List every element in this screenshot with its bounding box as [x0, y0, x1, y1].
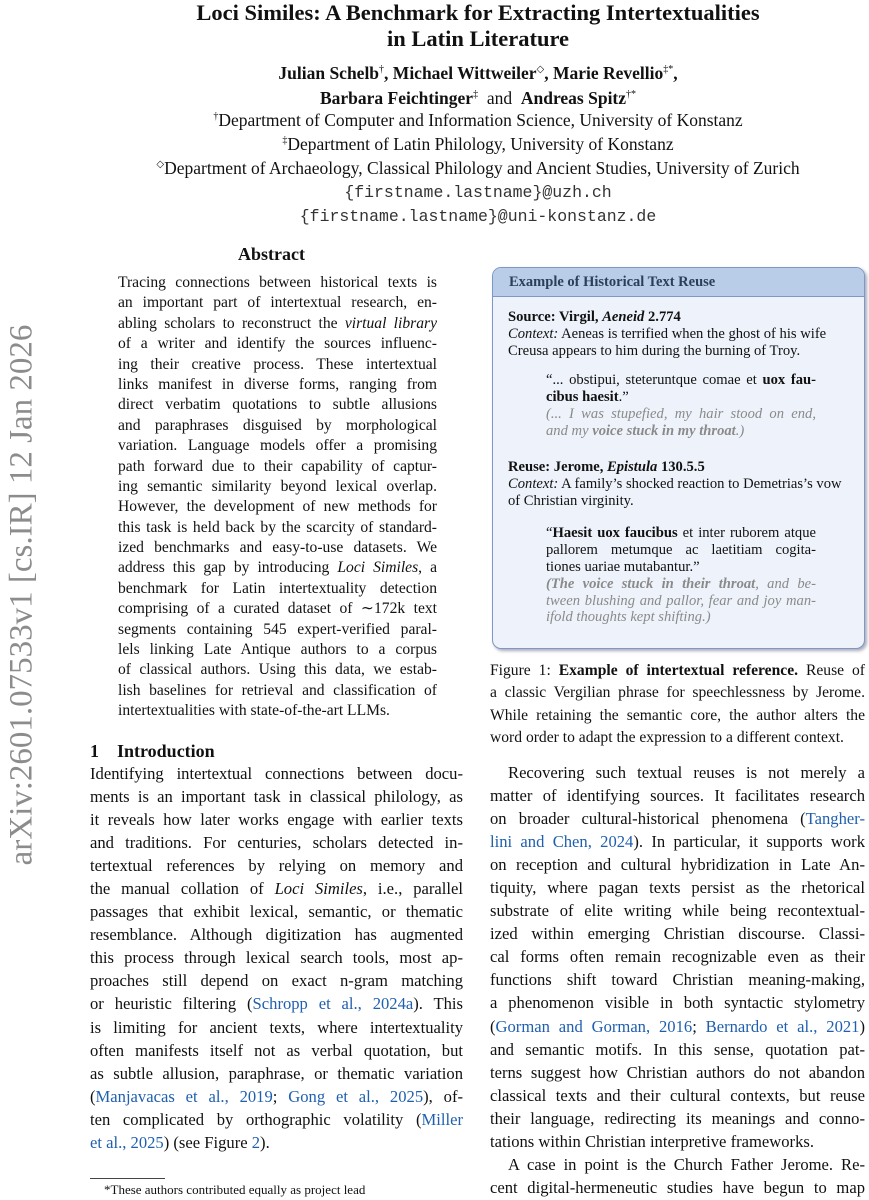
- author: Barbara Feichtinger: [319, 88, 474, 108]
- text-segment: resemblance. Although digitization has augmented: [90, 925, 463, 945]
- text-segment: ing their creative process. These intertextual: [118, 355, 437, 373]
- text-segment: and semantic motifs. In this sense, quotation pat-: [490, 1039, 865, 1059]
- citation-link[interactable]: Gong et al., 2025: [288, 1086, 424, 1106]
- text-segment: lish baselines for retrieval and classification of: [118, 681, 437, 699]
- authors-line-1: Julian Schelb†, Michael Wittweiler◇, Marie Revellio‡*,: [278, 63, 678, 83]
- text-line: [118, 477, 437, 497]
- reuse-label: Reuse: Jerome,: [508, 459, 608, 475]
- reuse-work: Epistula: [607, 459, 658, 475]
- text-segment: cibus haesit: [546, 388, 619, 405]
- text-line: [118, 355, 437, 375]
- text-segment: Loci Similes: [337, 559, 419, 577]
- text-line: [490, 761, 865, 784]
- text-line: [90, 854, 463, 877]
- text-line: [118, 640, 437, 660]
- text-line: [90, 808, 463, 831]
- text-segment: ten complicated by orthographic volatility (: [90, 1109, 422, 1129]
- text-segment: their language, redirecting its meanings and conno-: [490, 1108, 865, 1128]
- text-segment: on reception and cultural hybridization in Late An-: [490, 855, 865, 875]
- text-line: [490, 727, 865, 749]
- text-segment: ). In particular, it supports work: [633, 832, 865, 852]
- reuse-quote: [546, 525, 816, 626]
- source-label: Source: Virgil,: [508, 309, 603, 325]
- text-line: [490, 853, 865, 876]
- source-work: Aeneid: [602, 309, 645, 325]
- author: Andreas Spitz: [520, 88, 627, 108]
- arxiv-identifier[interactable]: arXiv:2601.07533v1 [cs.IR] 12 Jan 2026: [3, 324, 40, 866]
- affiliation-text: Department of Archaeology, Classical Philology and Ancient Studies, University of Zurich: [164, 158, 800, 178]
- text-line: [490, 1130, 865, 1153]
- text-segment: a phenomenon visible in both syntactic stylometry: [490, 993, 865, 1013]
- text-segment: this task is held back by the scarcity of standard-: [118, 518, 437, 536]
- text-line: [118, 681, 437, 701]
- text-segment: or heuristic filtering (: [90, 994, 253, 1014]
- text-line: [490, 1038, 865, 1061]
- author-mark: ‡: [473, 89, 479, 101]
- citation-link[interactable]: Schropp et al., 2024a: [252, 994, 414, 1014]
- affiliation-mark: ◇: [156, 159, 165, 171]
- text-line: [490, 968, 865, 991]
- author-mark: ‡*: [663, 64, 674, 76]
- and-text: and: [486, 88, 513, 108]
- affiliation-mark: †: [213, 111, 219, 123]
- text-segment: Identifying intertextual connections between docu-: [90, 764, 463, 783]
- source-heading: [508, 309, 681, 326]
- figure-box-header: Example of Historical Text Reuse: [493, 268, 864, 297]
- source-quote: [546, 372, 816, 440]
- text-segment: it reveals how later works engage with earlier texts: [90, 810, 463, 830]
- text-segment: word order to adapt the expression to a different context.: [490, 728, 844, 746]
- text-segment: and paraphrases disguised by morphological: [118, 416, 437, 434]
- reuse-context: [508, 476, 842, 511]
- text-line: [90, 785, 463, 808]
- text-segment: cal forms often remain recognizable even as their: [490, 947, 865, 967]
- text-segment: Haesit uox faucibus: [552, 525, 678, 541]
- text-segment: links manifest in diverse forms, ranging from: [118, 375, 437, 393]
- text-segment: While retaining the semantic core, the author alters the: [490, 706, 865, 724]
- text-segment: ) (see Figure: [163, 1132, 252, 1152]
- text-line: [490, 1061, 865, 1084]
- context-label: Context:: [508, 476, 559, 492]
- text-segment: “: [546, 525, 553, 541]
- text-segment: classical texts and their cultural contexts, but reuse: [490, 1085, 865, 1105]
- text-line: [546, 372, 816, 389]
- text-segment: (... I was stupefied, my hair stood on end,: [546, 405, 816, 422]
- footnote: *These authors contributed equally as project lead: [104, 1182, 366, 1197]
- text-line: [490, 1176, 865, 1199]
- introduction-body: [90, 762, 463, 1154]
- text-segment: Example of intertextual reference.: [558, 662, 799, 679]
- citation-link[interactable]: et al., 2025: [90, 1132, 164, 1152]
- text-line: [546, 423, 816, 440]
- text-line: [118, 518, 437, 538]
- author-mark: †: [379, 64, 385, 76]
- text-segment: functions shift toward Christian meaning-making,: [490, 970, 865, 990]
- text-line: [90, 946, 463, 969]
- text-line: [118, 416, 437, 436]
- text-segment: as subtle allusion, paraphrase, or thematic variation: [90, 1063, 463, 1083]
- text-segment: tertextual references by relying on memory and: [90, 856, 463, 876]
- text-segment: Figure 1:: [490, 662, 559, 679]
- text-line: [490, 1107, 865, 1130]
- text-line: [90, 1085, 463, 1108]
- text-line: [90, 900, 463, 923]
- text-segment: ing semantic similarity beyond lexical overlap.: [118, 477, 437, 495]
- paper-title-line-1: Loci Similes: A Benchmark for Extracting Intertextualities: [196, 0, 760, 25]
- text-segment: benchmark for Latin intertextuality detection: [118, 579, 437, 597]
- text-segment: on broader cultural-historical phenomena (: [490, 809, 806, 829]
- context-text: Creusa appears to him during the burning of Troy.: [508, 343, 801, 360]
- text-segment: substrate of elite writing while being recontextual-: [490, 901, 865, 921]
- text-line: [118, 579, 437, 599]
- context-text: Aeneas is terrified when the ghost of his wife: [558, 326, 827, 342]
- text-line: [90, 877, 463, 900]
- text-line: [490, 784, 865, 807]
- text-line: [546, 389, 816, 406]
- right-column-body: [490, 761, 865, 1199]
- text-line: [490, 1153, 865, 1176]
- text-segment: tiquity, where pagan texts persist as the rhetorical: [490, 878, 865, 898]
- text-segment: tations within Christian interpretive frameworks.: [490, 1131, 814, 1151]
- text-segment: pallorem metumque ac laetitiam cogita-: [546, 541, 816, 558]
- footnote-rule: [90, 1178, 165, 1179]
- text-segment: Recovering such textual reuses is not merely a: [508, 763, 865, 782]
- text-segment: this process through lexical search tools, most ap-: [90, 948, 463, 968]
- paper-title-line-2: in Latin Literature: [386, 26, 570, 51]
- text-segment: of classical authors. Using this data, we estab-: [118, 661, 437, 679]
- text-line: [546, 542, 816, 559]
- text-segment: and my: [546, 422, 593, 439]
- text-line: [118, 334, 437, 354]
- text-line: [118, 395, 437, 415]
- citation-link[interactable]: Tangher-: [805, 809, 865, 829]
- text-line: [490, 945, 865, 968]
- text-line: [118, 599, 437, 619]
- text-segment: Loci Similes: [274, 879, 363, 899]
- figure-1-box: [492, 267, 865, 649]
- text-line: [90, 831, 463, 854]
- text-line: [90, 1131, 463, 1154]
- text-segment: ). This: [413, 994, 463, 1014]
- text-segment: However, the development of new methods for: [118, 498, 437, 516]
- text-line: [490, 991, 865, 1014]
- text-line: [118, 457, 437, 477]
- text-segment: (The voice stuck in their throat: [546, 575, 756, 592]
- text-segment: a classic Vergilian phrase for speechlessness by Jerome.: [490, 684, 865, 702]
- text-segment: comprising of a curated dataset of ∼172k text: [118, 600, 437, 618]
- text-segment: ifold thoughts kept shifting.): [546, 609, 711, 626]
- reuse-ref: 130.5.5: [657, 459, 705, 475]
- author: Marie Revellio: [552, 63, 664, 83]
- citation-link[interactable]: Miller: [421, 1109, 463, 1129]
- text-line: [546, 576, 816, 593]
- text-segment: (: [490, 1016, 496, 1036]
- text-segment: ;: [272, 1086, 289, 1106]
- text-line: [490, 705, 865, 727]
- author: Julian Schelb: [278, 63, 380, 83]
- text-segment: terns suggest how Christian authors do not abandon: [490, 1062, 865, 1082]
- source-ref: 2.774: [644, 309, 681, 325]
- text-segment: ments is an important task in classical philology, as: [90, 787, 463, 807]
- abstract-heading: Abstract: [238, 244, 305, 264]
- text-segment: direct verbatim quotations to subtle allusions: [118, 396, 437, 414]
- text-segment: is limiting for ancient texts, where intertextuality: [90, 1017, 463, 1037]
- text-line: [490, 807, 865, 830]
- abstract-body: [118, 273, 437, 722]
- citation-link[interactable]: lini and Chen, 2024: [490, 832, 634, 852]
- text-line: [490, 922, 865, 945]
- text-line: [90, 923, 463, 946]
- text-line: [118, 314, 437, 334]
- text-line: [90, 1016, 463, 1039]
- context-label: Context:: [508, 326, 559, 342]
- text-line: [118, 620, 437, 640]
- text-segment: tiones uariae mutabantur.”: [546, 558, 700, 575]
- text-line: [546, 525, 816, 542]
- text-line: [118, 497, 437, 517]
- text-segment: matter of identifying sources. It facilitates research: [490, 786, 865, 806]
- text-segment: passages that exhibit lexical, semantic, or thematic: [90, 902, 463, 922]
- context-text: A family’s shocked reaction to Demetrias’s vow: [558, 476, 842, 492]
- text-line: [118, 293, 437, 313]
- affiliation: [0, 110, 869, 131]
- text-segment: (: [90, 1086, 96, 1106]
- introduction-heading: 1 Introduction: [90, 741, 215, 761]
- email[interactable]: {firstname.lastname}@uni-konstanz.de: [299, 207, 657, 226]
- text-line: [90, 762, 463, 785]
- text-segment: ).: [260, 1132, 270, 1152]
- text-segment: intertextualities with state-of-the-art LLMs.: [118, 702, 390, 720]
- text-line: [490, 1015, 865, 1038]
- text-segment: ): [859, 1016, 865, 1036]
- author-mark: †*: [626, 89, 637, 101]
- text-line: [546, 559, 816, 576]
- text-segment: cent digital-hermeneutic studies have begun to map: [490, 1177, 865, 1197]
- text-segment: proaches still depend on exact n-gram matching: [90, 971, 463, 991]
- text-line: [118, 436, 437, 456]
- text-segment: path forward due to their capability of captur-: [118, 457, 437, 475]
- text-line: [118, 558, 437, 578]
- citation-link[interactable]: Bernardo et al., 2021: [705, 1016, 860, 1036]
- text-segment: ized within emerging Christian discourse. Classi-: [490, 924, 865, 944]
- text-line: [90, 1108, 463, 1131]
- text-line: [118, 538, 437, 558]
- text-line: [490, 1084, 865, 1107]
- text-line: [90, 992, 463, 1015]
- text-line: [118, 273, 437, 293]
- affiliation-mark: ‡: [282, 135, 288, 147]
- reuse-heading: [508, 459, 705, 476]
- text-segment: voice stuck in my throat: [592, 422, 736, 439]
- affiliation: [0, 158, 869, 179]
- text-segment: segments containing 545 expert-verified paral-: [118, 620, 437, 638]
- citation-link[interactable]: Gorman and Gorman, 2016: [495, 1016, 693, 1036]
- text-line: [490, 660, 865, 682]
- text-segment: lels linking Late Antique authors to a corpus: [118, 641, 437, 659]
- text-segment: et inter ruborem atque: [677, 525, 816, 541]
- text-segment: of a writer and identify the sources influenc-: [118, 335, 437, 353]
- text-segment: , i.e., parallel: [362, 879, 463, 899]
- text-segment: often manifests itself not as verbal quotation, but: [90, 1040, 463, 1060]
- text-segment: variation. Language models offer a promising: [118, 437, 437, 455]
- text-line: [90, 1062, 463, 1085]
- authors-line-2: [0, 88, 869, 109]
- text-segment: A case in point is the Church Father Jerome. Re-: [508, 1154, 865, 1174]
- text-line: [490, 830, 865, 853]
- text-line: [490, 899, 865, 922]
- citation-link[interactable]: 2: [251, 1132, 261, 1152]
- affiliation: [0, 134, 869, 155]
- affiliation-text: Department of Computer and Information Science, University of Konstanz: [218, 110, 743, 130]
- source-context: [508, 326, 826, 361]
- text-line: [118, 660, 437, 680]
- text-segment: uox fau-: [762, 372, 816, 388]
- citation-link[interactable]: Manjavacas et al., 2019: [95, 1086, 273, 1106]
- text-segment: , and be-: [755, 575, 816, 592]
- text-segment: Tracing connections between historical texts is: [118, 274, 437, 291]
- text-line: [546, 609, 816, 626]
- text-segment: abling scholars to reconstruct the: [118, 314, 345, 332]
- text-segment: an important part of intertextual research, en-: [118, 294, 437, 312]
- text-segment: “... obstipui, steteruntque comae et: [546, 372, 763, 388]
- text-segment: ized benchmarks and easy-to-use datasets. We: [118, 539, 437, 557]
- text-line: [546, 593, 816, 610]
- text-line: [90, 969, 463, 992]
- text-segment: virtual library: [344, 314, 438, 332]
- text-line: [490, 876, 865, 899]
- text-segment: .): [735, 422, 745, 439]
- affiliation-text: Department of Latin Philology, University of Konstanz: [287, 134, 674, 154]
- text-line: [118, 375, 437, 395]
- text-segment: and traditions. For centuries, scholars detected in-: [90, 833, 463, 853]
- text-segment: the manual collation of: [90, 879, 275, 899]
- text-segment: Reuse of: [798, 662, 865, 679]
- text-segment: ), of-: [423, 1086, 464, 1106]
- text-segment: tween blushing and pallor, fear and joy man-: [546, 592, 816, 609]
- text-line: [546, 406, 816, 423]
- figure-1-caption: [490, 660, 865, 749]
- email[interactable]: {firstname.lastname}@uzh.ch: [344, 183, 612, 202]
- text-line: [490, 682, 865, 704]
- text-segment: .”: [618, 388, 629, 405]
- text-line: [90, 1039, 463, 1062]
- author-mark: ◇: [536, 64, 545, 76]
- text-line: [118, 701, 437, 721]
- text-segment: ;: [692, 1016, 706, 1036]
- context-text: of Christian virginity.: [508, 493, 634, 510]
- text-segment: , a: [418, 559, 438, 577]
- text-segment: address this gap by introducing: [118, 559, 338, 577]
- author: Michael Wittweiler: [392, 63, 537, 83]
